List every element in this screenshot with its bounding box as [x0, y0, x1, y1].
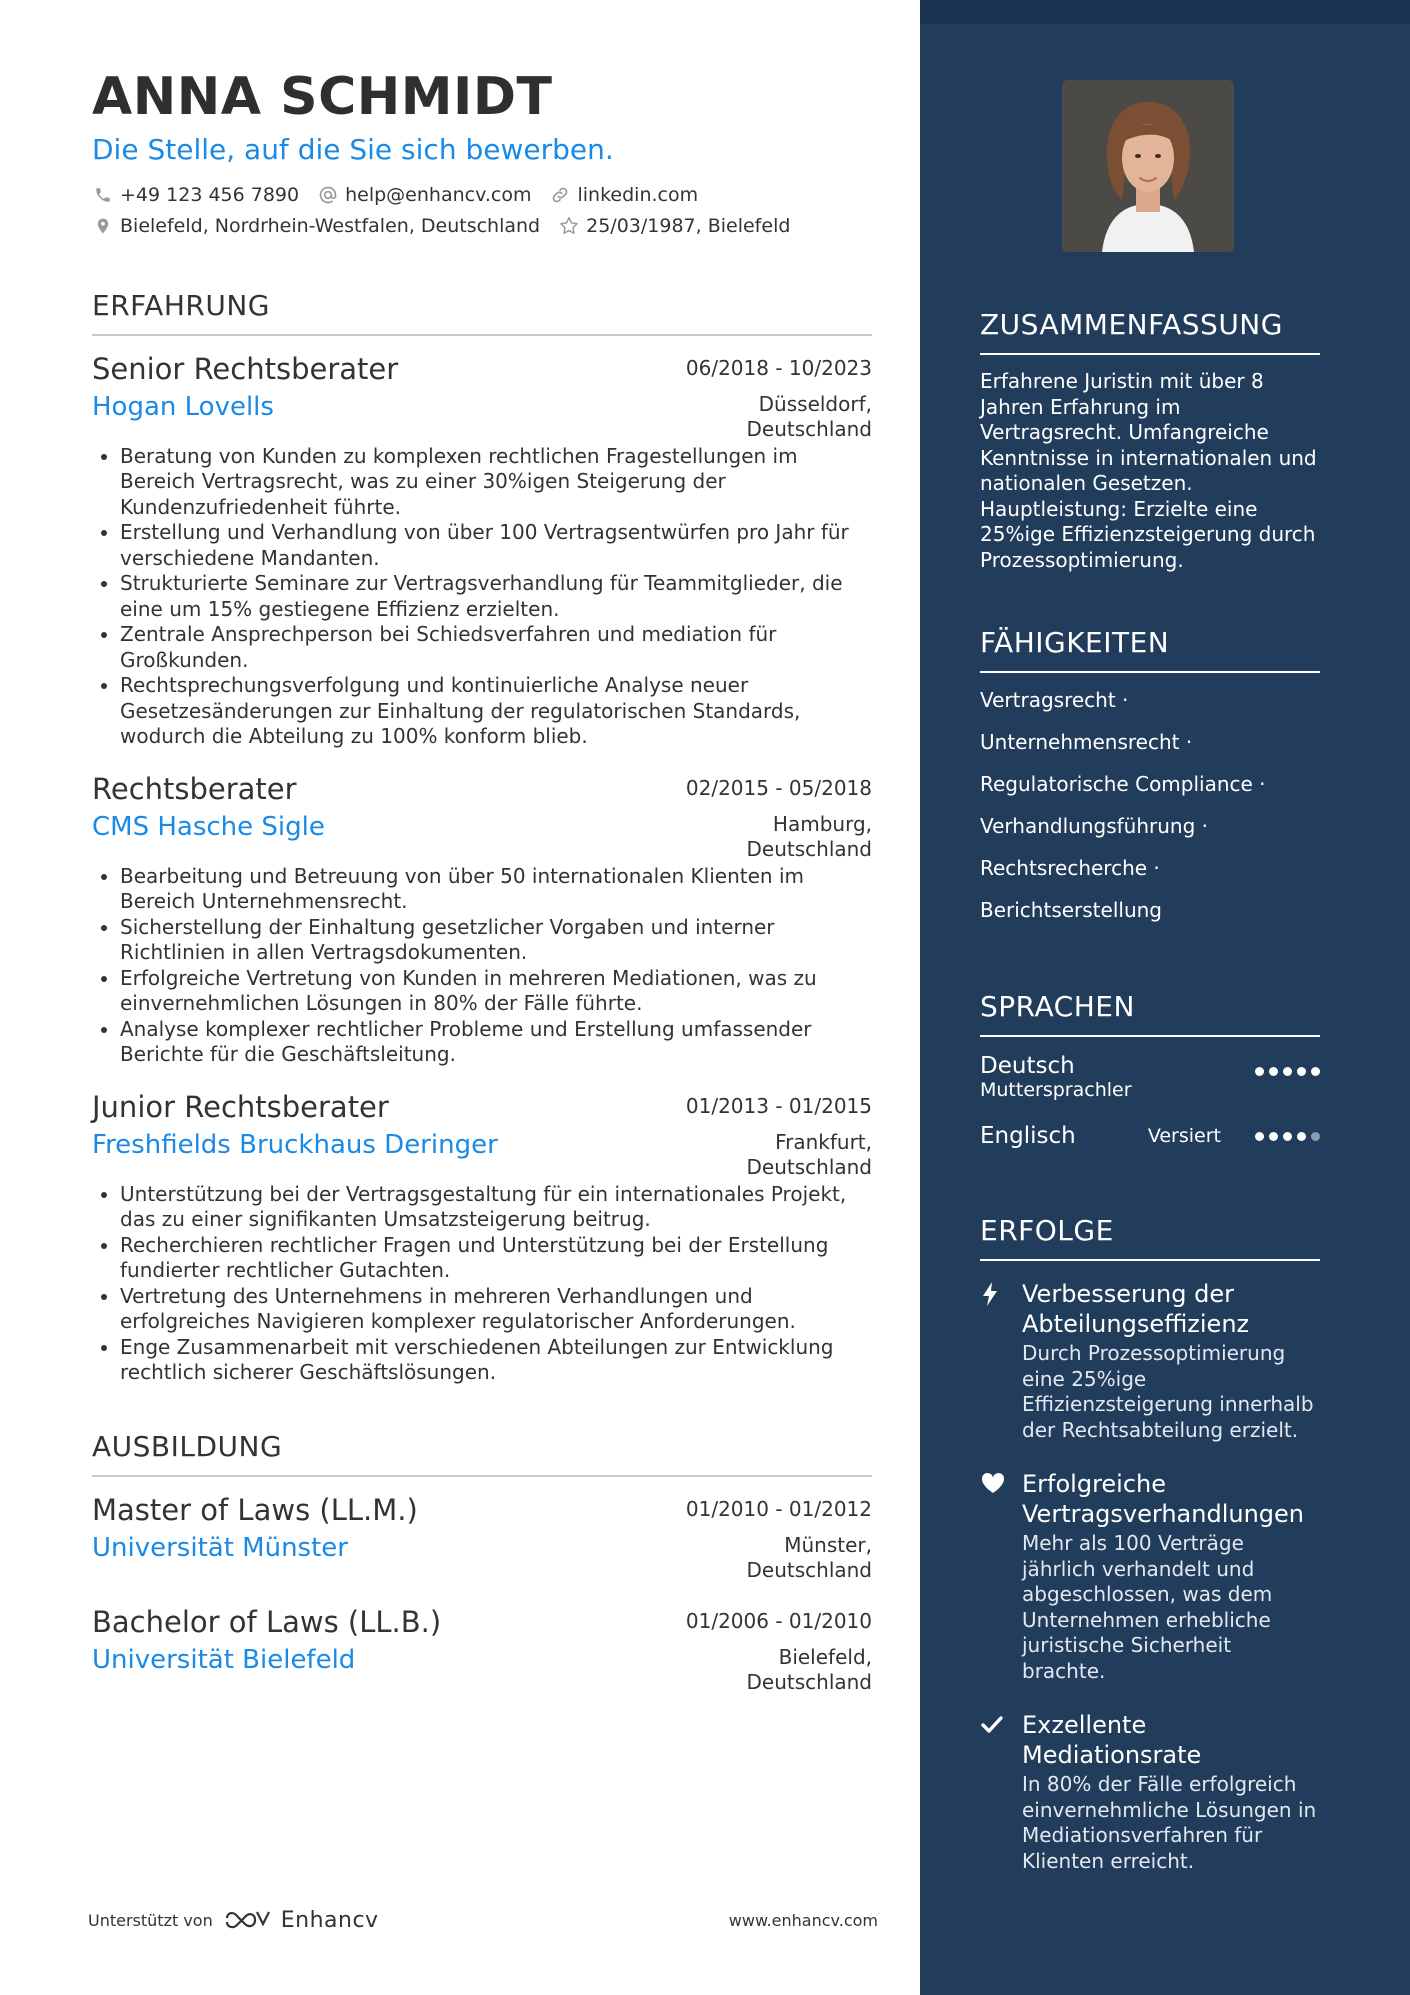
- main-column: [92, 67, 872, 1695]
- achievement-item: [980, 1710, 1320, 1874]
- education-date: 01/2006 - 01/2010: [685, 1608, 872, 1633]
- brand-name: Enhancv: [280, 1907, 379, 1933]
- skills-section: [980, 626, 1320, 931]
- job-title: Senior Rechtsberater: [92, 351, 399, 386]
- language-rating: [1255, 1067, 1320, 1076]
- job-location-country: Deutschland: [746, 1154, 872, 1179]
- contact-linkedin[interactable]: [549, 184, 698, 206]
- phone-text: +49 123 456 7890: [120, 183, 300, 206]
- bullet: • Strukturierte Seminare zur Vertragsverhandlung für Teammitglieder, die eine um 15% gestiegene Effizienz erzielten.: [120, 571, 872, 622]
- sidebar: [920, 0, 1410, 1995]
- job-date: 01/2013 - 01/2015: [685, 1093, 872, 1118]
- heart-icon: [980, 1469, 1008, 1684]
- contact-location: [92, 215, 540, 237]
- bullet: • Sicherstellung der Einhaltung gesetzlicher Vorgaben und interner Richtlinien in allen Vertragsdokumenten.: [120, 915, 872, 966]
- job-bullets: [92, 1182, 872, 1386]
- job-location-country: Deutschland: [746, 416, 872, 441]
- education-entry: [92, 1493, 872, 1583]
- achievement-item: [980, 1279, 1320, 1443]
- education-entry: [92, 1605, 872, 1695]
- summary-title: ZUSAMMENFASSUNG: [980, 308, 1320, 355]
- birth-text: 25/03/1987, Bielefeld: [586, 214, 791, 237]
- job-location-city: Hamburg,: [772, 811, 872, 836]
- school-name: Universität Münster: [92, 1532, 348, 1563]
- language-item: [980, 1053, 1320, 1101]
- bullet: • Beratung von Kunden zu komplexen rechtlichen Fragestellungen im Bereich Vertragsrecht, was zu einer 30%igen Steigerung der Kundenzufriedenheit führte.: [120, 444, 872, 521]
- skills-title: FÄHIGKEITEN: [980, 626, 1320, 673]
- bullet: • Enge Zusammenarbeit mit verschiedenen Abteilungen zur Entwicklung rechtlich sicherer Geschäftslösungen.: [120, 1335, 872, 1386]
- link-icon: [549, 184, 571, 206]
- sidebar-topbar: [920, 0, 1410, 24]
- education-section: [92, 1430, 872, 1695]
- location-pin-icon: [92, 215, 114, 237]
- achievement-title: Verbesserung der Abteilungseffizienz: [1022, 1280, 1250, 1338]
- education-location: [722, 1533, 872, 1583]
- job-location-country: Deutschland: [746, 836, 872, 861]
- candidate-name: ANNA SCHMIDT: [92, 67, 553, 127]
- achievement-desc: Mehr als 100 Verträge jährlich verhandelt und abgeschlossen, was dem Unternehmen erhebliche juristische Sicherheit brachte.: [1022, 1531, 1273, 1683]
- language-name: Englisch: [980, 1123, 1076, 1149]
- bullet: • Zentrale Ansprechperson bei Schiedsverfahren und mediation für Großkunden.: [120, 622, 872, 673]
- languages-title: SPRACHEN: [980, 990, 1320, 1037]
- job-entry: [92, 772, 872, 1068]
- job-entry: [92, 1090, 872, 1386]
- job-location: [722, 1130, 872, 1180]
- job-bullets: [92, 444, 872, 750]
- location-text: Bielefeld, Nordrhein-Westfalen, Deutschland: [120, 214, 541, 237]
- languages-section: [980, 990, 1320, 1149]
- job-location: [722, 392, 872, 442]
- job-title: Junior Rechtsberater: [92, 1089, 389, 1124]
- bullet: • Bearbeitung und Betreuung von über 50 internationalen Klienten im Bereich Unternehmensrecht.: [120, 864, 872, 915]
- degree-title: Master of Laws (LL.M.): [92, 1492, 418, 1527]
- bullet: • Unterstützung bei der Vertragsgestaltung für ein internationales Projekt, das zu einer signifikanten Umsatzsteigerung beitrug.: [120, 1182, 872, 1233]
- achievement-item: [980, 1469, 1320, 1684]
- job-date: 02/2015 - 05/2018: [685, 775, 872, 800]
- skills-list: [980, 679, 1320, 931]
- school-name: Universität Bielefeld: [92, 1644, 356, 1675]
- education-date: 01/2010 - 01/2012: [685, 1496, 872, 1521]
- experience-title: ERFAHRUNG: [92, 289, 872, 336]
- education-location-city: Münster,: [784, 1532, 872, 1557]
- bullet: • Erfolgreiche Vertretung von Kunden in mehreren Mediationen, was zu einvernehmlichen Lösungen in 80% der Fälle führte.: [120, 966, 872, 1017]
- education-location-city: Bielefeld,: [778, 1644, 872, 1669]
- company-name: Freshfields Bruckhaus Deringer: [92, 1129, 498, 1160]
- check-icon: [980, 1710, 1008, 1874]
- achievement-desc: Durch Prozessoptimierung eine 25%ige Effizienzsteigerung innerhalb der Rechtsabteilung erzielt.: [1022, 1341, 1314, 1442]
- summary-text: Erfahrene Juristin mit über 8 Jahren Erfahrung im Vertragsrecht. Umfangreiche Kenntnisse in internationalen und nationalen Gesetzen. Hauptleistung: Erzielte eine 25%ige Effizienzsteigerung durch Prozessoptimierung.: [980, 369, 1317, 572]
- education-location-country: Deutschland: [746, 1557, 872, 1582]
- powered-by[interactable]: [88, 1906, 379, 1934]
- skill-item: Regulatorische Compliance ·: [980, 772, 1266, 796]
- achievement-desc: In 80% der Fälle erfolgreich einvernehmliche Lösungen in Mediationsverfahren für Klienten erreicht.: [1022, 1772, 1317, 1873]
- bullet: • Vertretung des Unternehmens in mehreren Verhandlungen und erfolgreiches Navigieren komplexer regulatorischer Anforderungen.: [120, 1284, 872, 1335]
- footer: [88, 1906, 878, 1934]
- achievement-title: Exzellente Mediationsrate: [1022, 1711, 1202, 1769]
- bolt-icon: [980, 1279, 1008, 1443]
- job-title: Rechtsberater: [92, 771, 297, 806]
- job-location: [722, 812, 872, 862]
- education-location-country: Deutschland: [746, 1669, 872, 1694]
- contact-info: [92, 184, 872, 237]
- experience-section: [92, 289, 872, 1386]
- achievements-section: [980, 1214, 1320, 1874]
- job-location-city: Düsseldorf,: [758, 391, 872, 416]
- language-level: Versiert: [1147, 1125, 1221, 1147]
- job-bullets: [92, 864, 872, 1068]
- skill-item: Verhandlungsführung ·: [980, 814, 1209, 838]
- company-name: CMS Hasche Sigle: [92, 811, 325, 842]
- job-entry: [92, 352, 872, 750]
- profile-photo: [1062, 80, 1234, 252]
- achievement-title: Erfolgreiche Vertragsverhandlungen: [1022, 1470, 1304, 1528]
- language-rating: [1255, 1132, 1320, 1141]
- language-level: Muttersprachler: [980, 1079, 1132, 1101]
- job-date: 06/2018 - 10/2023: [685, 355, 872, 380]
- skill-item: Rechtsrecherche ·: [980, 856, 1160, 880]
- contact-birth: [558, 215, 790, 237]
- achievements-title: ERFOLGE: [980, 1214, 1320, 1261]
- bullet: • Recherchieren rechtlicher Fragen und Unterstützung bei der Erstellung fundierter rechtlicher Gutachten.: [120, 1233, 872, 1284]
- language-item: [980, 1123, 1320, 1149]
- powered-by-text: Unterstützt von: [88, 1910, 213, 1930]
- language-name: Deutsch: [980, 1053, 1075, 1079]
- summary-section: [980, 308, 1320, 573]
- education-location: [722, 1645, 872, 1695]
- phone-icon: [92, 184, 114, 206]
- at-icon: [317, 184, 339, 206]
- contact-phone[interactable]: [92, 184, 299, 206]
- skill-item: Berichtserstellung: [980, 898, 1162, 922]
- contact-email[interactable]: [317, 184, 531, 206]
- enhancv-logo-icon: [223, 1906, 271, 1934]
- skill-item: Vertragsrecht ·: [980, 688, 1129, 712]
- bullet: • Rechtsprechungsverfolgung und kontinuierliche Analyse neuer Gesetzesänderungen zur Einhaltung der regulatorischen Standards, wodurch die Abteilung zu 100% konform blieb.: [120, 673, 872, 750]
- email-text: help@enhancv.com: [345, 183, 532, 206]
- bullet: • Erstellung und Verhandlung von über 100 Vertragsentwürfen pro Jahr für verschiedene Mandanten.: [120, 520, 872, 571]
- company-name: Hogan Lovells: [92, 391, 274, 422]
- education-title: AUSBILDUNG: [92, 1430, 872, 1477]
- degree-title: Bachelor of Laws (LL.B.): [92, 1604, 442, 1639]
- bullet: • Analyse komplexer rechtlicher Probleme und Erstellung umfassender Berichte für die Geschäftsleitung.: [120, 1017, 872, 1068]
- footer-url[interactable]: www.enhancv.com: [728, 1910, 878, 1930]
- star-icon: [558, 215, 580, 237]
- job-tagline: Die Stelle, auf die Sie sich bewerben.: [92, 132, 614, 166]
- job-location-city: Frankfurt,: [775, 1129, 872, 1154]
- linkedin-text: linkedin.com: [577, 183, 699, 206]
- skill-item: Unternehmensrecht ·: [980, 730, 1193, 754]
